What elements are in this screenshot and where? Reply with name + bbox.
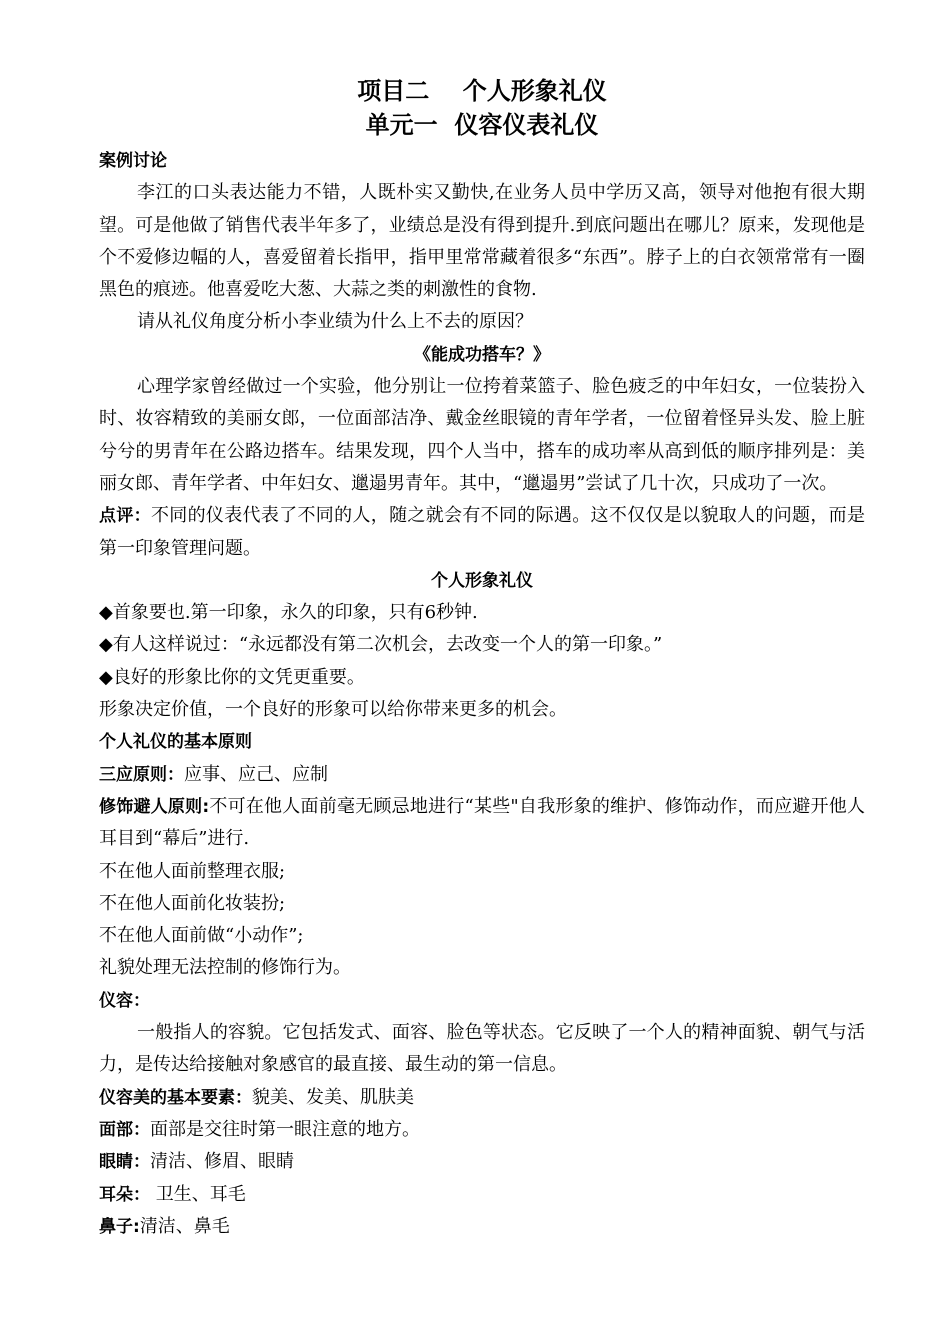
ears-label: 耳朵： bbox=[99, 1184, 150, 1205]
three-principle-label: 三应原则： bbox=[99, 764, 184, 785]
comment-paragraph bbox=[99, 500, 865, 565]
eyes-label: 眼睛： bbox=[99, 1152, 150, 1173]
avoid-principle bbox=[99, 791, 865, 856]
avoid-principle-label: 修饰避人原则: bbox=[99, 796, 210, 817]
bullet-item: ◆首象要也.第一印象，永久的印象，只有6秒钟. bbox=[99, 602, 478, 624]
avoid-item: 不在他人面前整理衣服; bbox=[99, 860, 286, 882]
document-page bbox=[99, 74, 865, 1243]
avoid-principle-text: 不可在他人面前毫无顾忌地进行“某些"自我形象的维护、修饰动作，而应避开他人耳目到“幕后”进行. bbox=[99, 795, 865, 850]
three-principle-text: 应事、应己、应制 bbox=[184, 763, 328, 785]
case-question: 请从礼仪角度分析小李业绩为什么上不去的原因？ bbox=[137, 311, 533, 333]
three-principle bbox=[99, 759, 865, 791]
face-label: 面部： bbox=[99, 1119, 150, 1140]
eyes-text: 清洁、修眉、眼睛 bbox=[150, 1151, 294, 1173]
document-title: 项目二 个人形象礼仪 bbox=[357, 77, 607, 105]
avoid-item: 不在他人面前化妆装扮; bbox=[99, 892, 286, 914]
unit-title: 单元一 仪容仪表礼仪 bbox=[365, 111, 599, 139]
bullet-item: ◆有人这样说过：“永远都没有第二次机会，去改变一个人的第一印象。” bbox=[99, 634, 663, 656]
case-paragraph: 李江的口头表达能力不错，人既朴实又勤快,在业务人员中学历又高，领导对他抱有很大期望。可是他做了销售代表半年多了，业绩总是没有得到提升.到底问题出在哪儿？原来，发现他是个不爱修边幅的人，喜爱留着长指甲，指甲里常常藏着很多“东西”。脖子上的白衣领常常有一圈黑色的痕迹。他喜爱吃大葱、大蒜之类的刺激性的食物. bbox=[99, 182, 865, 301]
face-line bbox=[99, 1114, 865, 1146]
bullet-item: ◆良好的形象比你的文凭更重要。 bbox=[99, 666, 365, 688]
appearance-label: 仪容： bbox=[99, 990, 150, 1011]
elements-line bbox=[99, 1082, 865, 1114]
story-paragraph: 心理学家曾经做过一个实验，他分别让一位挎着菜篮子、脸色疲乏的中年妇女，一位装扮入时、妆容精致的美丽女郎，一位面部洁净、戴金丝眼镜的青年学者，一位留着怪异头发、脸上脏兮兮的男青年在公路边搭车。结果发现，四个人当中，搭车的成功率从高到低的顺序排列是：美丽女郎、青年学者、中年妇女、邋遢男青年。其中，“邋遢男”尝试了几十次，只成功了一次。 bbox=[99, 376, 865, 494]
comment-text: 不同的仪表代表了不同的人，随之就会有不同的际遇。这不仅仅是以貌取人的问题，而是第一印象管理问题。 bbox=[99, 505, 865, 559]
case-heading: 案例讨论 bbox=[99, 151, 167, 171]
story-title: 《能成功搭车？》 bbox=[414, 344, 550, 365]
eyes-line bbox=[99, 1146, 865, 1178]
avoid-item: 礼貌处理无法控制的修饰行为。 bbox=[99, 957, 351, 979]
principles-heading: 个人礼仪的基本原则 bbox=[99, 732, 252, 753]
elements-label: 仪容美的基本要素： bbox=[99, 1087, 252, 1108]
ears-line bbox=[99, 1179, 865, 1211]
nose-line bbox=[99, 1211, 865, 1243]
ears-text: 卫生、耳毛 bbox=[150, 1183, 246, 1205]
elements-text: 貌美、发美、肌肤美 bbox=[252, 1086, 414, 1108]
appearance-paragraph: 一般指人的容貌。它包括发式、面容、脸色等状态。它反映了一个人的精神面貌、朝气与活力，是传达给接触对象感官的最直接、最生动的第一信息。 bbox=[99, 1022, 865, 1076]
value-line: 形象决定价值，一个良好的形象可以给你带来更多的机会。 bbox=[99, 699, 567, 721]
avoid-item: 不在他人面前做“小动作”; bbox=[99, 925, 304, 947]
face-text: 面部是交往时第一眼注意的地方。 bbox=[150, 1118, 420, 1140]
section-title: 个人形象礼仪 bbox=[431, 570, 533, 591]
comment-label: 点评： bbox=[99, 506, 151, 527]
nose-label: 鼻子: bbox=[99, 1216, 140, 1237]
nose-text: 清洁、鼻毛 bbox=[139, 1215, 230, 1237]
